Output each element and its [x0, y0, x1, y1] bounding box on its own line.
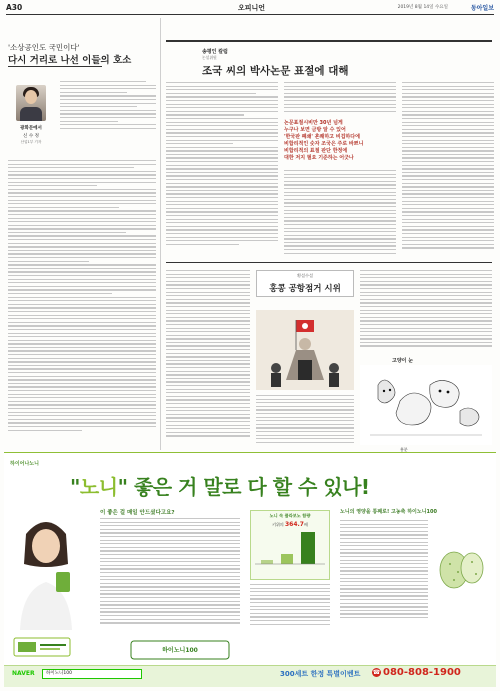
title-rule	[8, 66, 102, 67]
noni-fruit-illustration	[432, 542, 490, 592]
article-col-3	[402, 82, 494, 258]
byline	[8, 125, 54, 145]
page-number: A30	[6, 3, 23, 12]
airport-protest-illustration	[256, 310, 354, 390]
page-header	[6, 3, 494, 15]
ad-col3-head: 노니의 영양을 통째로! 고농축 하이노니100	[340, 509, 437, 515]
article-top-rule	[166, 40, 492, 42]
article-byline	[202, 48, 228, 61]
issue-date: 2019년 8월 14일 수요일	[397, 5, 448, 10]
ad-col2-text	[250, 584, 330, 632]
ad-headline-brand: 노니	[79, 475, 118, 499]
cartoon-illustration	[360, 365, 492, 445]
ad-flavonoid-chart	[250, 510, 330, 580]
section-name: 오피니언	[238, 4, 266, 12]
editorial-col-2	[256, 395, 354, 447]
phone-number[interactable]: ☎ 080-808-1900	[372, 667, 461, 678]
search-input[interactable]: 하이노니100	[42, 669, 142, 679]
column-body-text	[8, 160, 156, 433]
product-label-text: 하이노니100	[162, 647, 198, 654]
editorial-col-3	[360, 270, 492, 354]
ad-col1-head: 이 좋은 걸 매일 안드셨다고요?	[100, 510, 175, 516]
cartoon-caption: 흥분	[400, 447, 408, 452]
column-kicker: '소상공인도 국민이다'	[8, 43, 80, 52]
article-col-1	[166, 82, 278, 247]
author-role: 논설위원	[202, 55, 217, 60]
column-title: 다시 거리로 나선 이들의 호소	[8, 55, 132, 66]
ad-chart-title: 노니 속 플라보노 함량	[269, 513, 311, 518]
ad-chart-stat: 키위의 364.7배	[272, 521, 308, 528]
byline-org: 광화문에서	[20, 126, 42, 131]
paper-logo: 동아일보	[470, 5, 494, 12]
byline-name: 신 수 정	[23, 134, 39, 139]
ad-chart-bars	[251, 528, 329, 568]
intro-text-block	[60, 81, 156, 131]
phone-icon: ☎	[372, 668, 381, 676]
ad-col1-text	[100, 518, 240, 630]
pull-quote: 논문표절시비만 30년 넘게 누구나 보면 금방 알 수 있어 '한국판 폐쇄' 흔쾌하고 비겁하다에 비합리적인 숫자 조국은 주로 바쁘니 비합리적의 표절 판단 한정에 대한 저지 필요 기준하는 어긋나	[284, 120, 364, 161]
ad-model-illustration	[12, 510, 80, 630]
editorial-col-1	[166, 270, 250, 446]
product-package	[12, 636, 72, 658]
article-title: 조국 씨의 박사논문 표절에 대해	[202, 65, 349, 77]
box-tag: 횡설수설	[296, 273, 314, 278]
product-label	[130, 640, 230, 660]
naver-label: NAVER	[12, 670, 35, 677]
column-divider	[160, 18, 161, 450]
author-name: 송평인 칼럼	[202, 49, 228, 55]
article-col-2-bottom	[284, 170, 396, 258]
author-photo	[16, 85, 46, 121]
section-divider	[166, 262, 492, 263]
promo-text: 300세트 한정 특별이벤트	[280, 670, 361, 678]
ad-col3-text	[340, 520, 428, 630]
article-col-2-top	[284, 82, 396, 116]
box-title: 홍콩 공항점거 시위	[269, 284, 341, 294]
byline-role: 산업1부 기자	[20, 140, 42, 144]
cartoon-title: 고양이 눈	[392, 358, 414, 364]
ad-brand-logo: 하이어나노니	[10, 461, 39, 467]
editorial-box	[256, 270, 354, 297]
ad-headline: "노니" 좋은 거 말로 다 할 수 있나!	[70, 475, 370, 499]
